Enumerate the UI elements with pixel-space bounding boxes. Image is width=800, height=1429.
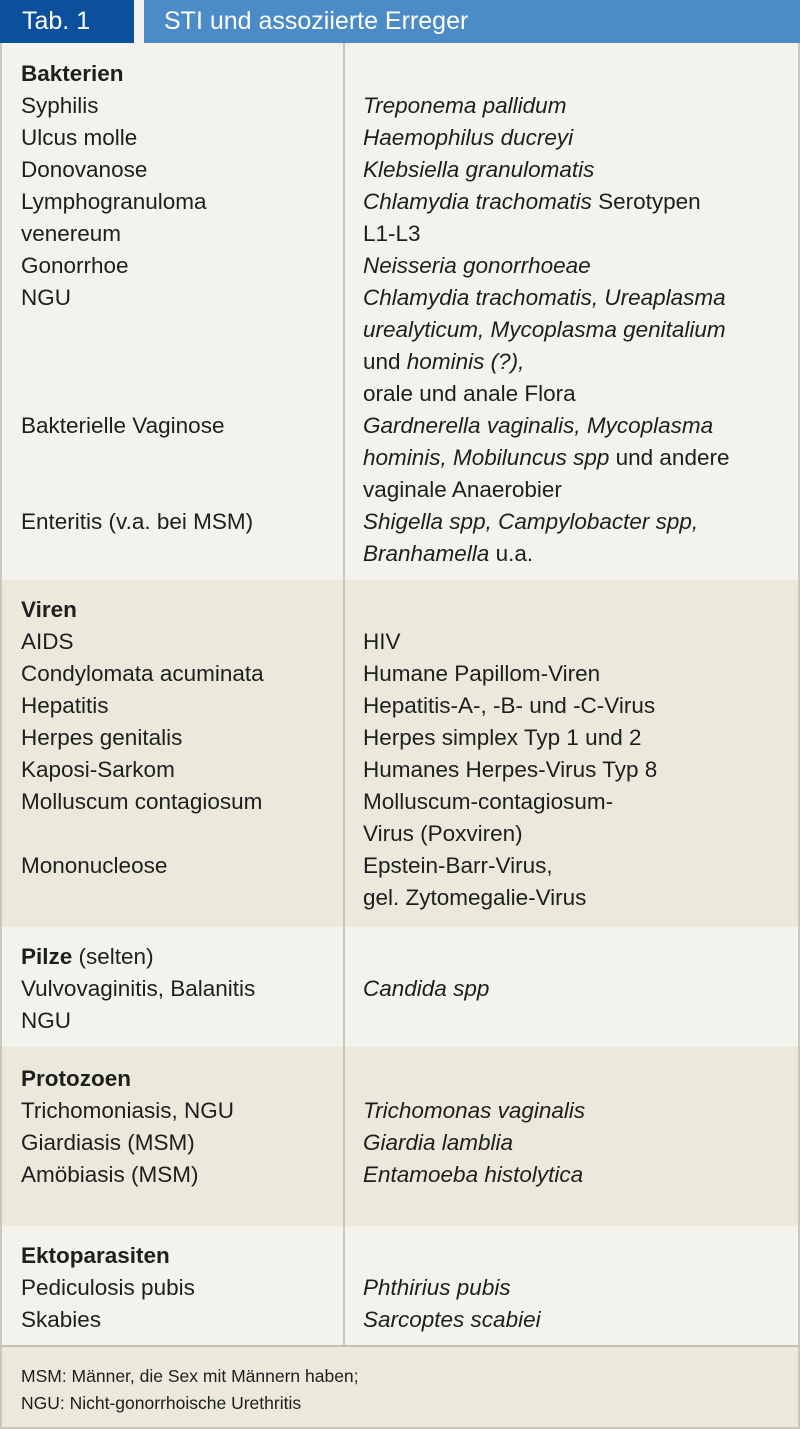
column-divider	[343, 580, 345, 927]
pathogen-cell	[343, 250, 798, 282]
section-heading-row	[2, 58, 798, 90]
section-heading-row	[2, 594, 798, 626]
disease-cell	[2, 314, 343, 346]
disease-cell: Skabies	[21, 1307, 102, 1332]
section-heading-row	[2, 1063, 798, 1095]
pathogen-text: Herpes simplex Typ 1 und 2	[363, 725, 642, 750]
pathogen-cell	[343, 442, 798, 474]
pathogen-name-italic: Shigella spp, Campylobacter spp,	[363, 509, 699, 534]
table-row	[2, 250, 798, 282]
table-row	[2, 1159, 798, 1191]
pathogen-cell	[343, 378, 798, 410]
table-row	[2, 506, 798, 538]
pathogen-name-italic: Giardia lamblia	[363, 1130, 514, 1155]
section-pilze	[0, 927, 800, 1047]
pathogen-text: orale und anale Flora	[363, 381, 576, 406]
column-divider	[343, 43, 345, 580]
disease-cell: Lymphogranuloma	[21, 189, 207, 214]
table-row	[2, 90, 798, 122]
disease-cell	[2, 474, 343, 506]
pathogen-text: vaginale Anaerobier	[363, 477, 562, 502]
pathogen-cell	[343, 506, 798, 538]
section-heading	[2, 1240, 343, 1272]
section-heading-text: Ektoparasiten	[21, 1243, 170, 1268]
pathogen-text: gel. Zytomegalie-Virus	[363, 885, 587, 910]
pathogen-cell	[343, 90, 798, 122]
pathogen-text: Serotypen	[591, 189, 701, 214]
disease-cell: Kaposi-Sarkom	[21, 757, 175, 782]
table-row	[2, 626, 798, 658]
section-heading	[2, 58, 343, 90]
table-number-label: Tab. 1	[0, 0, 134, 43]
footnote-msm: MSM: Männer, die Sex mit Männern haben;	[21, 1366, 359, 1386]
table-row	[2, 722, 798, 754]
pathogen-text: Molluscum-contagiosum-	[363, 789, 614, 814]
pathogen-cell	[343, 122, 798, 154]
pathogen-cell	[343, 690, 798, 722]
section-ektoparasiten	[0, 1226, 800, 1345]
pathogen-name-italic: hominis, Mobiluncus spp	[363, 445, 610, 470]
disease-cell: Syphilis	[21, 93, 99, 118]
table-header	[0, 0, 800, 43]
pathogen-cell	[343, 346, 798, 378]
disease-cell	[2, 346, 343, 378]
pathogen-name-italic: urealyticum, Mycoplasma genitalium	[363, 317, 726, 342]
section-viren	[0, 580, 800, 927]
table-row	[2, 218, 798, 250]
disease-cell: Condylomata acuminata	[21, 661, 264, 686]
pathogen-name-italic: Treponema pallidum	[363, 93, 567, 118]
table-row	[2, 973, 798, 1005]
section-bakterien	[0, 43, 800, 580]
pathogen-cell	[343, 314, 798, 346]
pathogen-cell	[343, 538, 798, 570]
pathogen-name-italic: hominis (?),	[406, 349, 525, 374]
table-row	[2, 658, 798, 690]
section-heading-text: Viren	[21, 597, 77, 622]
disease-cell: Giardiasis (MSM)	[21, 1130, 195, 1155]
table-row	[2, 442, 798, 474]
pathogen-name-italic: Chlamydia trachomatis	[363, 189, 592, 214]
table-row	[2, 314, 798, 346]
disease-cell: Amöbiasis (MSM)	[21, 1162, 199, 1187]
section-heading-row	[2, 1240, 798, 1272]
pathogen-cell	[343, 722, 798, 754]
pathogen-name-italic: Sarcoptes scabiei	[363, 1307, 541, 1332]
section-heading-row	[2, 941, 798, 973]
pathogen-text: L1-L3	[363, 221, 421, 246]
pathogen-text: Virus (Poxviren)	[363, 821, 523, 846]
disease-cell: Molluscum contagiosum	[21, 789, 263, 814]
pathogen-name-italic: Gardnerella vaginalis, Mycoplasma	[363, 413, 714, 438]
column-divider	[343, 927, 345, 1047]
disease-cell	[2, 818, 343, 850]
table-row	[2, 1095, 798, 1127]
disease-cell: Ulcus molle	[21, 125, 138, 150]
pathogen-cell	[343, 1159, 798, 1191]
table-row	[2, 1127, 798, 1159]
section-heading	[2, 1063, 343, 1095]
pathogen-text: und	[363, 349, 407, 374]
pathogen-cell	[343, 754, 798, 786]
pathogen-text: Hepatitis-A-, -B- und -C-Virus	[363, 693, 656, 718]
disease-cell: Trichomoniasis, NGU	[21, 1098, 234, 1123]
pathogen-text: Humane Papillom-Viren	[363, 661, 601, 686]
table-row	[2, 818, 798, 850]
pathogen-cell	[343, 1095, 798, 1127]
pathogen-name-italic: Neisseria gonorrhoeae	[363, 253, 591, 278]
table-row	[2, 1272, 798, 1304]
disease-cell: Hepatitis	[21, 693, 109, 718]
disease-cell: Vulvovaginitis, Balanitis	[21, 976, 256, 1001]
disease-cell: NGU	[21, 285, 71, 310]
table-row	[2, 186, 798, 218]
pathogen-text: Epstein-Barr-Virus,	[363, 853, 553, 878]
table-row	[2, 122, 798, 154]
pathogen-name-italic: Branhamella	[363, 541, 490, 566]
table-row	[2, 474, 798, 506]
pathogen-name-italic: Klebsiella granulomatis	[363, 157, 595, 182]
section-protozoen	[0, 1047, 800, 1226]
pathogen-cell	[343, 850, 798, 882]
pathogen-cell	[343, 410, 798, 442]
section-heading	[2, 594, 343, 626]
disease-cell: Bakterielle Vaginose	[21, 413, 225, 438]
pathogen-cell	[343, 1005, 798, 1037]
disease-cell	[2, 378, 343, 410]
disease-cell: Herpes genitalis	[21, 725, 183, 750]
table-row	[2, 786, 798, 818]
disease-cell	[2, 538, 343, 570]
disease-cell	[2, 442, 343, 474]
pathogen-text: HIV	[363, 629, 401, 654]
table-row	[2, 378, 798, 410]
table-row	[2, 410, 798, 442]
disease-cell: AIDS	[21, 629, 74, 654]
pathogen-cell	[343, 658, 798, 690]
pathogen-cell	[343, 1127, 798, 1159]
pathogen-cell	[343, 818, 798, 850]
disease-cell: Donovanose	[21, 157, 148, 182]
table-title: STI und assoziierte Erreger	[144, 0, 800, 43]
table-row	[2, 538, 798, 570]
pathogen-cell	[343, 474, 798, 506]
pathogen-text: u.a.	[489, 541, 534, 566]
section-heading-text: Protozoen	[21, 1066, 131, 1091]
disease-cell: NGU	[21, 1008, 71, 1033]
pathogen-text: und andere	[609, 445, 730, 470]
pathogen-name-italic: Candida spp	[363, 976, 490, 1001]
footnote-ngu: NGU: Nicht-gonorrhoische Urethritis	[21, 1393, 302, 1413]
disease-cell	[2, 882, 343, 914]
pathogen-name-italic: Chlamydia trachomatis, Ureaplasma	[363, 285, 726, 310]
table-row	[2, 850, 798, 882]
pathogen-cell	[343, 282, 798, 314]
disease-cell: Enteritis (v.a. bei MSM)	[21, 509, 254, 534]
pathogen-cell	[343, 626, 798, 658]
section-heading	[2, 941, 343, 973]
pathogen-cell	[343, 218, 798, 250]
table-row	[2, 754, 798, 786]
pathogen-name-italic: Entamoeba histolytica	[363, 1162, 584, 1187]
disease-cell: Pediculosis pubis	[21, 1275, 195, 1300]
pathogen-cell	[343, 882, 798, 914]
table-row	[2, 154, 798, 186]
pathogen-text: Humanes Herpes-Virus Typ 8	[363, 757, 658, 782]
section-heading-text: Pilze	[21, 944, 73, 969]
pathogen-cell	[343, 786, 798, 818]
table-footnote	[0, 1345, 800, 1429]
pathogen-cell	[343, 1272, 798, 1304]
pathogen-name-italic: Phthirius pubis	[363, 1275, 511, 1300]
section-heading-text: Bakterien	[21, 61, 124, 86]
column-divider	[343, 1047, 345, 1226]
disease-cell: Gonorrhoe	[21, 253, 129, 278]
pathogen-cell	[343, 973, 798, 1005]
table-row	[2, 282, 798, 314]
pathogen-cell	[343, 154, 798, 186]
table-row	[2, 882, 798, 914]
disease-cell: Mononucleose	[21, 853, 168, 878]
column-divider	[343, 1226, 345, 1345]
table-row	[2, 1005, 798, 1037]
sti-table	[0, 43, 800, 1345]
table-row	[2, 1304, 798, 1336]
table-row	[2, 346, 798, 378]
pathogen-name-italic: Haemophilus ducreyi	[363, 125, 574, 150]
disease-cell: venereum	[21, 221, 122, 246]
table-row	[2, 690, 798, 722]
section-heading-note: (selten)	[72, 944, 154, 969]
pathogen-cell	[343, 1304, 798, 1336]
pathogen-cell	[343, 186, 798, 218]
pathogen-name-italic: Trichomonas vaginalis	[363, 1098, 586, 1123]
